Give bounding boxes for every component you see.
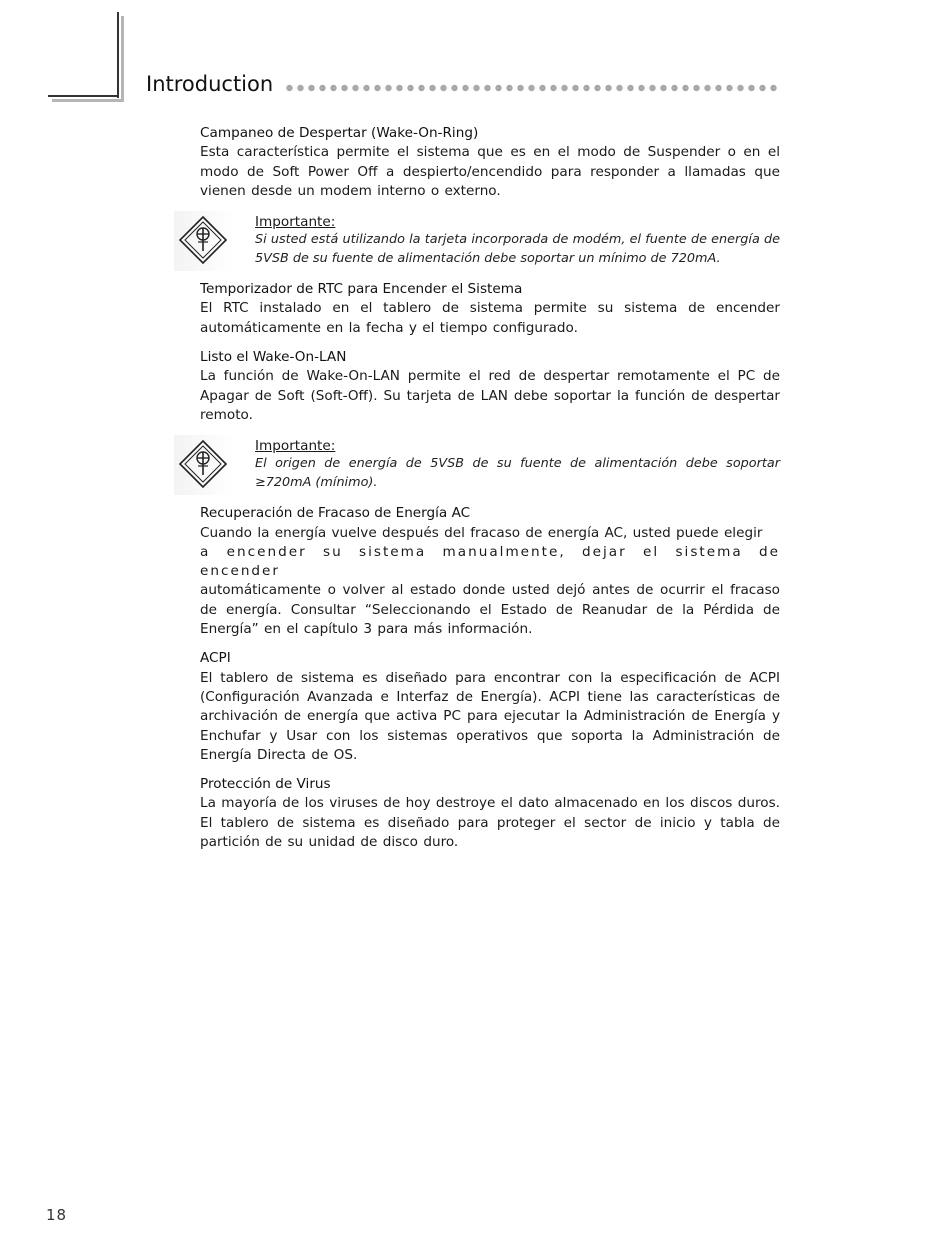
caution-diamond-icon	[174, 211, 234, 271]
section-rtc-power-on	[200, 280, 780, 338]
page-title: Introduction	[146, 72, 274, 96]
title-dotted-rule	[286, 84, 781, 92]
page-header	[146, 70, 786, 100]
section-body: La mayoría de los viruses de hoy destroye el dato almacenado en los discos duros. El tablero de sistema es diseñado para proteger el sector de inicio y tabla de partición de su unidad de disco duro.	[200, 795, 780, 851]
caution-diamond-icon	[174, 435, 234, 495]
section-acpi	[200, 649, 780, 765]
important-note	[200, 437, 780, 492]
section-heading: ACPI	[200, 650, 231, 667]
note-label: Importante:	[255, 438, 336, 455]
section-body-line: a encender su sistema manualmente, dejar el sistema de encender	[200, 543, 780, 580]
section-heading: Temporizador de RTC para Encender el Sistema	[200, 281, 523, 298]
important-note	[200, 213, 780, 268]
page-number: 18	[46, 1206, 68, 1224]
corner-bracket-horizontal	[48, 95, 119, 97]
section-body: El tablero de sistema es diseñado para encontrar con la especificación de ACPI (Configuración Avanzada e Interfaz de Energía). ACPI tiene las características de archivación de energía que activa PC para ejecutar la Administración de Energía y Enchufar y Usar con los sistemas operativos que soporta la Administración de Energía Directa de OS.	[200, 669, 780, 763]
section-body: Esta característica permite el sistema que es en el modo de Suspender o en el modo de Soft Power Off a despierto/encendido para responder a llamadas que vienen desde un modem interno o externo.	[200, 144, 780, 199]
corner-bracket-vertical	[117, 12, 119, 98]
section-body-line: automáticamente o volver al estado donde usted dejó antes de ocurrir el fracaso de energía. Consultar “Seleccionando el Estado de Reanudar de la Pérdida de Energía” en el capítulo 3 para más información.	[200, 582, 780, 638]
section-wake-on-lan	[200, 348, 780, 425]
corner-bracket-shadow-horizontal	[52, 99, 124, 102]
section-wake-on-ring	[200, 124, 780, 201]
note-text: El origen de energía de 5VSB de su fuente de alimentación debe soportar ≥720mA (mínimo).	[255, 456, 780, 490]
section-heading: Listo el Wake-On-LAN	[200, 349, 347, 366]
section-virus-protection	[200, 775, 780, 852]
section-body	[200, 524, 780, 640]
note-label: Importante:	[255, 214, 336, 231]
section-body: La función de Wake-On-LAN permite el red de despertar remotamente el PC de Apagar de Soft (Soft-Off). Su tarjeta de LAN debe soportar la función de despertar remoto.	[200, 368, 780, 423]
section-body-line: Cuando la energía vuelve después del fracaso de energía AC, usted puede elegir	[200, 524, 763, 541]
section-heading: Recuperación de Fracaso de Energía AC	[200, 505, 471, 522]
corner-bracket-shadow-vertical	[121, 16, 124, 102]
section-body: El RTC instalado en el tablero de sistema permite su sistema de encender automáticamente en la fecha y el tiempo configurado.	[200, 300, 780, 336]
section-heading: Protección de Virus	[200, 776, 331, 793]
note-text: Si usted está utilizando la tarjeta incorporada de modém, el fuente de energía de 5VSB de su fuente de alimentación debe soportar un mínimo de 720mA.	[255, 232, 780, 266]
section-ac-power-failure-recovery	[200, 504, 780, 639]
section-heading: Campaneo de Despertar (Wake-On-Ring)	[200, 125, 479, 141]
page-content	[200, 124, 780, 862]
